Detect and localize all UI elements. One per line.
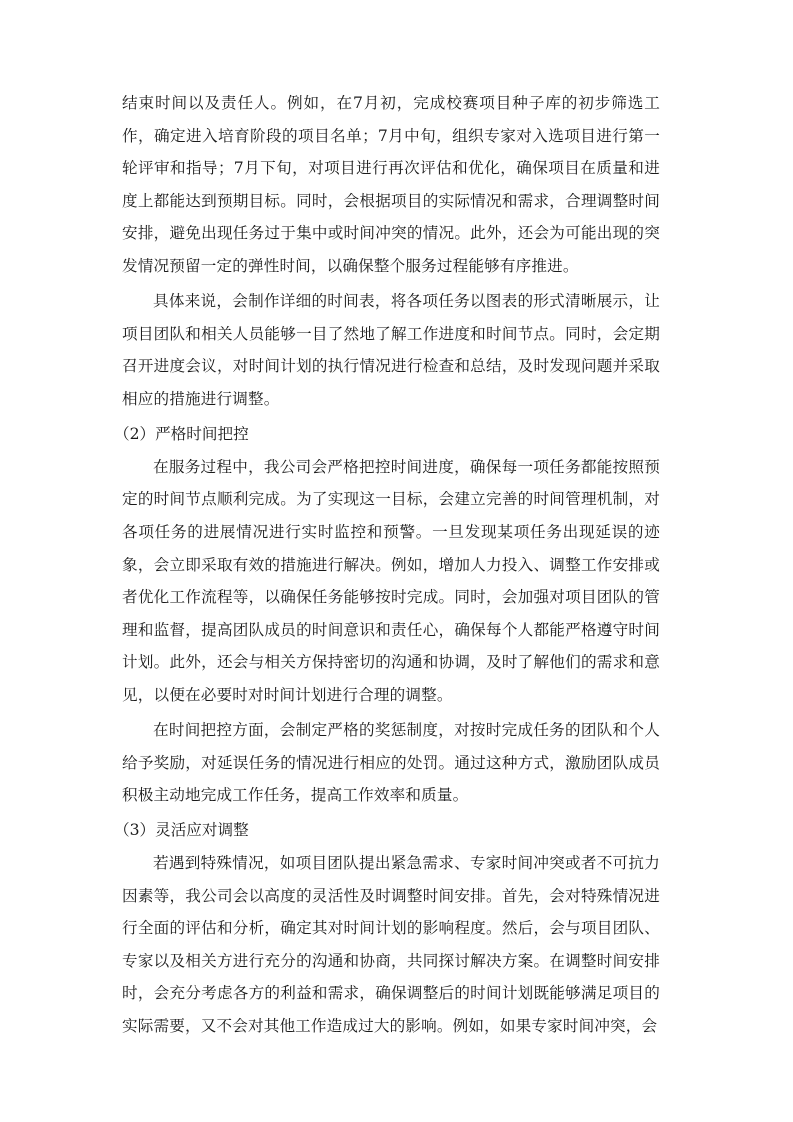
paragraph-time-control-mechanism: 在服务过程中，我公司会严格把控时间进度，确保每一项任务都能按照预定的时间节点顺利完成。为了实现这一目标，会建立完善的时间管理机制，对各项任务的进展情况进行实时监控和预警。一旦发现某项任务出现延误的迹象，会立即采取有效的措施进行解决。例如，增加人力投入、调整工作安排或者优化工作流程等，以确保任务能够按时完成。同时，会加强对项目团队的管理和监督，提高团队成员的时间意识和责任心，确保每个人都能严格遵守时间计划。此外，还会与相关方保持密切的沟通和协调，及时了解他们的需求和意见，以便在必要时对时间计划进行合理的调整。: [122, 457, 660, 704]
paragraph-reward-penalty: 在时间把控方面，会制定严格的奖惩制度，对按时完成任务的团队和个人给予奖励，对延误任务的情况进行相应的处罚。通过这种方式，激励团队成员积极主动地完成工作任务，提高工作效率和质量。: [122, 721, 660, 805]
paragraph-special-circumstances: 若遇到特殊情况，如项目团队提出紧急需求、专家时间冲突或者不可抗力因素等，我公司会以高度的灵活性及时调整时间安排。首先，会对特殊情况进行全面的评估和分析，确定其对时间计划的影响程度。然后，会与项目团队、专家以及相关方进行充分的沟通和协商，共同探讨解决方案。在调整时间安排时，会充分考虑各方的利益和需求，确保调整后的时间计划既能够满足项目的实际需要，又不会对其他工作造成过大的影响。例如，如果专家时间冲突，会: [122, 854, 660, 1035]
paragraph-time-plan-intro: 结束时间以及责任人。例如，在7月初，完成校赛项目种子库的初步筛选工作，确定进入培育阶段的项目名单；7月中旬，组织专家对入选项目进行第一轮评审和指导；7月下旬，对项目进行再次评估和优化，确保项目在质量和进度上都能达到预期目标。同时，会根据项目的实际情况和需求，合理调整时间安排，避免出现任务过于集中或时间冲突的情况。此外，还会为可能出现的突发情况预留一定的弹性时间，以确保整个服务过程能够有序推进。: [122, 94, 660, 275]
paragraph-schedule-details: 具体来说，会制作详细的时间表，将各项任务以图表的形式清晰展示，让项目团队和相关人员能够一目了然地了解工作进度和时间节点。同时，会定期召开进度会议，对时间计划的执行情况进行检查和总结，及时发现问题并采取相应的措施进行调整。: [122, 292, 660, 408]
section-heading-strict-time-control: （2）严格时间把控: [114, 425, 249, 444]
section-heading-flexible-adjustment: （3）灵活应对调整: [114, 821, 249, 840]
document-page: [114, 87, 660, 1043]
